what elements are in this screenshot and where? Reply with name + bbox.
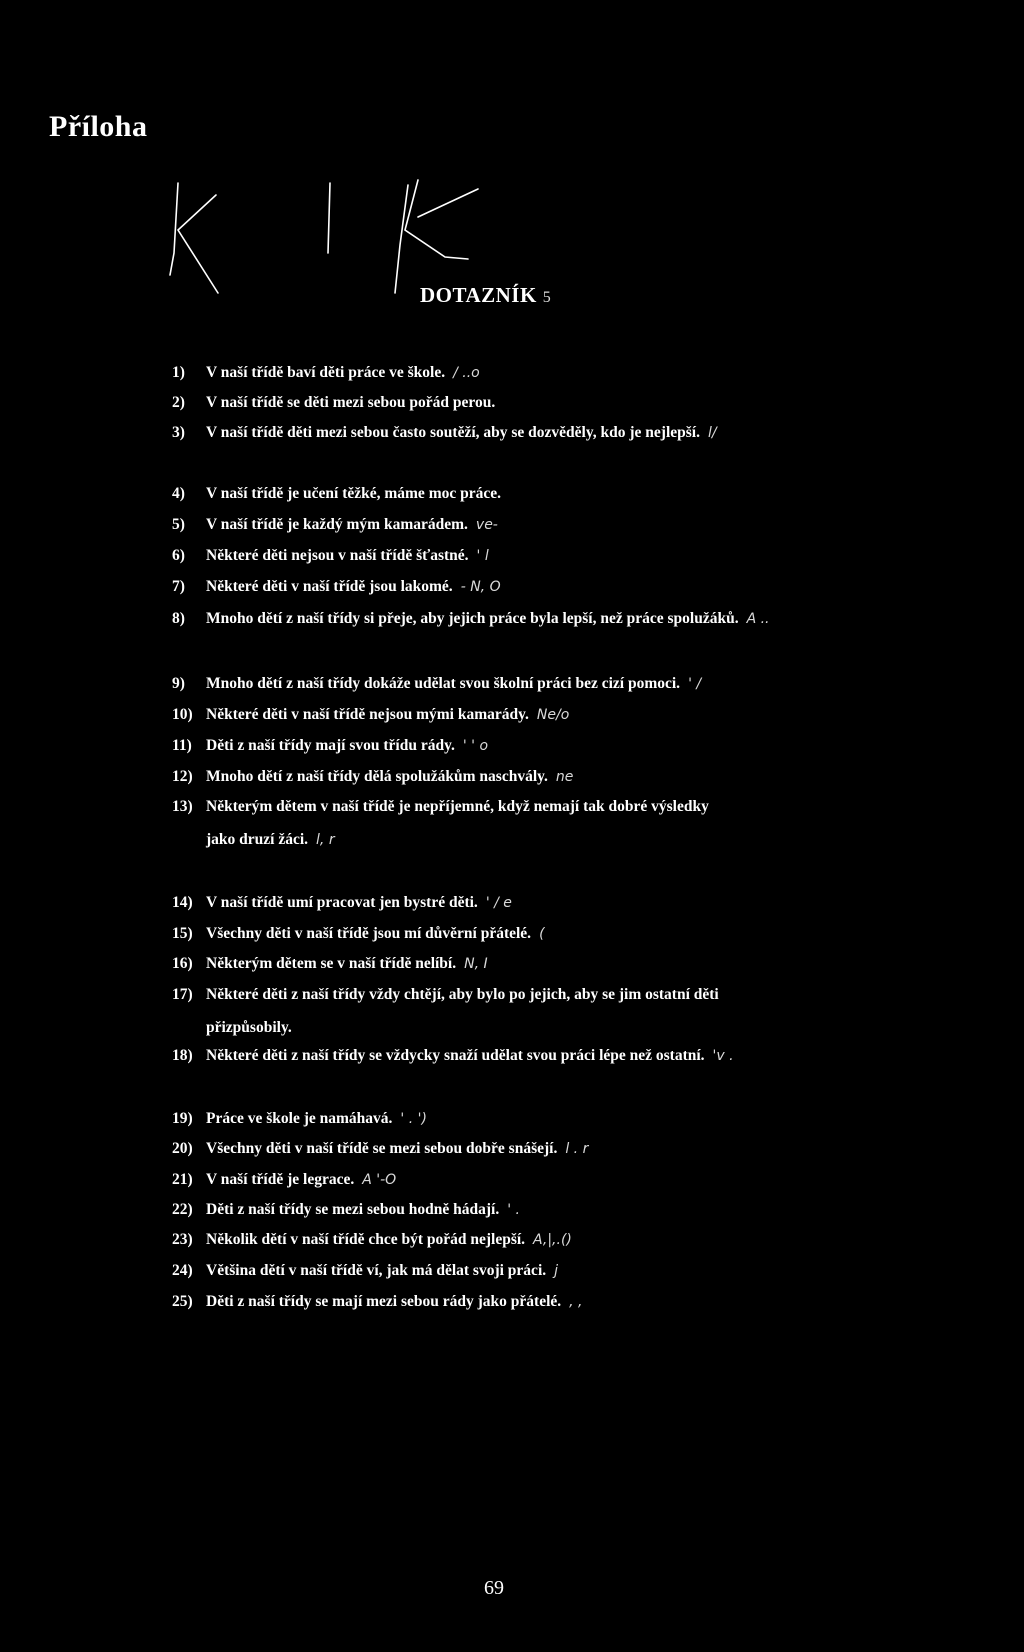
- handwritten-answer: ne: [555, 769, 574, 785]
- question-number: 5): [172, 516, 185, 533]
- handwritten-answer: - N, O: [460, 579, 501, 595]
- page-number: 69: [484, 1577, 504, 1599]
- question-number: 7): [172, 578, 185, 595]
- question-text-continuation: [172, 831, 709, 849]
- question-text: V naší třídě děti mezi sebou často soutěží, aby se dozvěděly, kdo je nejlepší.: [206, 424, 700, 441]
- question-number: 15): [172, 925, 193, 942]
- question-item: [172, 675, 701, 693]
- question-text: Všechny děti v naší třídě se mezi sebou dobře snášejí.: [206, 1140, 558, 1157]
- handwritten-answer: ' / e: [485, 895, 512, 911]
- question-item: [172, 547, 489, 565]
- question-text: V naší třídě baví děti práce ve škole.: [206, 364, 446, 381]
- handwritten-answer: l/: [707, 425, 717, 441]
- question-text: Děti z naší třídy mají svou třídu rády.: [206, 737, 455, 754]
- question-text: Děti z naší třídy se mezi sebou hodně hádají.: [206, 1201, 500, 1218]
- handwritten-answer: l . r: [565, 1141, 589, 1157]
- question-item: [172, 925, 545, 943]
- question-text: Některé děti nejsou v naší třídě šťastné.: [206, 547, 469, 564]
- handwritten-answer: , ,: [569, 1294, 583, 1310]
- question-number: 4): [172, 485, 185, 502]
- question-item: [172, 394, 495, 412]
- question-item: [172, 1140, 588, 1158]
- handwritten-answer: ve-: [475, 517, 498, 533]
- question-number: 14): [172, 894, 193, 911]
- handwritten-answer: ' l: [476, 548, 489, 564]
- question-item: [172, 798, 709, 849]
- question-text: V naší třídě je každý mým kamarádem.: [206, 516, 468, 533]
- question-text: Některé děti v naší třídě nejsou mými kamarády.: [206, 706, 529, 723]
- handwritten-answer: A '-O: [362, 1172, 397, 1188]
- question-item: [172, 768, 573, 786]
- handwritten-answer: j: [554, 1263, 559, 1279]
- question-text-continued: jako druzí žáci.: [206, 831, 309, 848]
- question-text: V naší třídě se děti mezi sebou pořád perou.: [206, 394, 496, 411]
- question-item: [172, 894, 512, 912]
- question-text: Některé děti z naší třídy vždy chtějí, aby bylo po jejich, aby se jim ostatní děti: [206, 986, 719, 1003]
- question-item: [172, 955, 488, 973]
- question-number: 2): [172, 394, 185, 411]
- handwritten-answer: ' .: [507, 1202, 520, 1218]
- question-item: [172, 986, 719, 1037]
- question-item: [172, 364, 480, 382]
- question-text: Mnoho dětí z naší třídy si přeje, aby jejich práce byla lepší, než práce spolužáků.: [206, 610, 739, 627]
- question-number: 18): [172, 1047, 193, 1064]
- handwritten-answer: ' ' o: [462, 738, 489, 754]
- question-item: [172, 485, 501, 503]
- question-text: Některé děti v naší třídě jsou lakomé.: [206, 578, 453, 595]
- question-item: [172, 1171, 396, 1189]
- question-number: 16): [172, 955, 193, 972]
- question-item: [172, 737, 488, 755]
- question-item: [172, 516, 498, 534]
- question-text: Mnoho dětí z naší třídy dělá spolužákům naschvály.: [206, 768, 548, 785]
- questionnaire-title-mark: 5: [542, 289, 552, 306]
- question-text: V naší třídě je učení těžké, máme moc práce.: [206, 485, 501, 502]
- question-text-continuation: [172, 1019, 719, 1037]
- page-heading: Příloha: [49, 110, 148, 143]
- question-number: 23): [172, 1231, 193, 1248]
- question-text: Všechny děti v naší třídě jsou mí důvěrní přátelé.: [206, 925, 532, 942]
- question-item: [172, 610, 770, 628]
- question-text: Děti z naší třídy se mají mezi sebou rády jako přátelé.: [206, 1293, 562, 1310]
- question-text: Mnoho dětí z naší třídy dokáže udělat svou školní práci bez cizí pomoci.: [206, 675, 681, 692]
- question-number: 3): [172, 424, 185, 441]
- question-text: Práce ve škole je namáhavá.: [206, 1110, 393, 1127]
- question-number: 8): [172, 610, 185, 627]
- handwritten-answer: A,|,.(): [533, 1232, 572, 1248]
- question-text-continued: přizpůsobily.: [206, 1019, 292, 1036]
- question-item: [172, 424, 717, 442]
- handwritten-answer: l, r: [316, 832, 335, 848]
- question-text: Některým dětem v naší třídě je nepříjemné, když nemají tak dobré výsledky: [206, 798, 709, 815]
- question-item: [172, 1231, 572, 1249]
- question-item: [172, 1047, 734, 1065]
- handwritten-answer: ' /: [688, 676, 702, 692]
- question-number: 10): [172, 706, 193, 723]
- question-text: Většina dětí v naší třídě ví, jak má dělat svoji práci.: [206, 1262, 547, 1279]
- handwritten-answer: / ..o: [453, 365, 480, 381]
- handwritten-answer: Ne/o: [536, 707, 570, 723]
- question-number: 19): [172, 1110, 193, 1127]
- question-number: 22): [172, 1201, 193, 1218]
- question-number: 24): [172, 1262, 193, 1279]
- handwritten-answer: N, I: [464, 956, 488, 972]
- question-text: Několik dětí v naší třídě chce být pořád nejlepší.: [206, 1231, 526, 1248]
- question-number: 11): [172, 737, 192, 754]
- handwritten-answer: (: [539, 926, 545, 942]
- question-number: 6): [172, 547, 185, 564]
- question-item: [172, 1110, 427, 1128]
- question-text: Některým dětem se v naší třídě nelíbí.: [206, 955, 457, 972]
- question-item: [172, 578, 501, 596]
- question-number: 17): [172, 986, 193, 1003]
- question-number: 20): [172, 1140, 193, 1157]
- handwritten-answer: 'v .: [712, 1048, 734, 1064]
- handwritten-answer: A ..: [746, 611, 770, 627]
- question-text: Některé děti z naší třídy se vždycky snaží udělat svou práci lépe než ostatní.: [206, 1047, 705, 1064]
- question-item: [172, 1201, 520, 1219]
- questionnaire-title-text: DOTAZNÍK: [420, 283, 537, 307]
- question-item: [172, 1262, 558, 1280]
- question-number: 21): [172, 1171, 193, 1188]
- question-text: V naší třídě je legrace.: [206, 1171, 355, 1188]
- question-number: 1): [172, 364, 185, 381]
- question-item: [172, 1293, 583, 1311]
- question-number: 13): [172, 798, 193, 815]
- handwritten-answer: ' . '): [400, 1111, 427, 1127]
- question-number: 25): [172, 1293, 193, 1310]
- question-number: 12): [172, 768, 193, 785]
- question-text: V naší třídě umí pracovat jen bystré děti.: [206, 894, 478, 911]
- question-item: [172, 706, 569, 724]
- question-number: 9): [172, 675, 185, 692]
